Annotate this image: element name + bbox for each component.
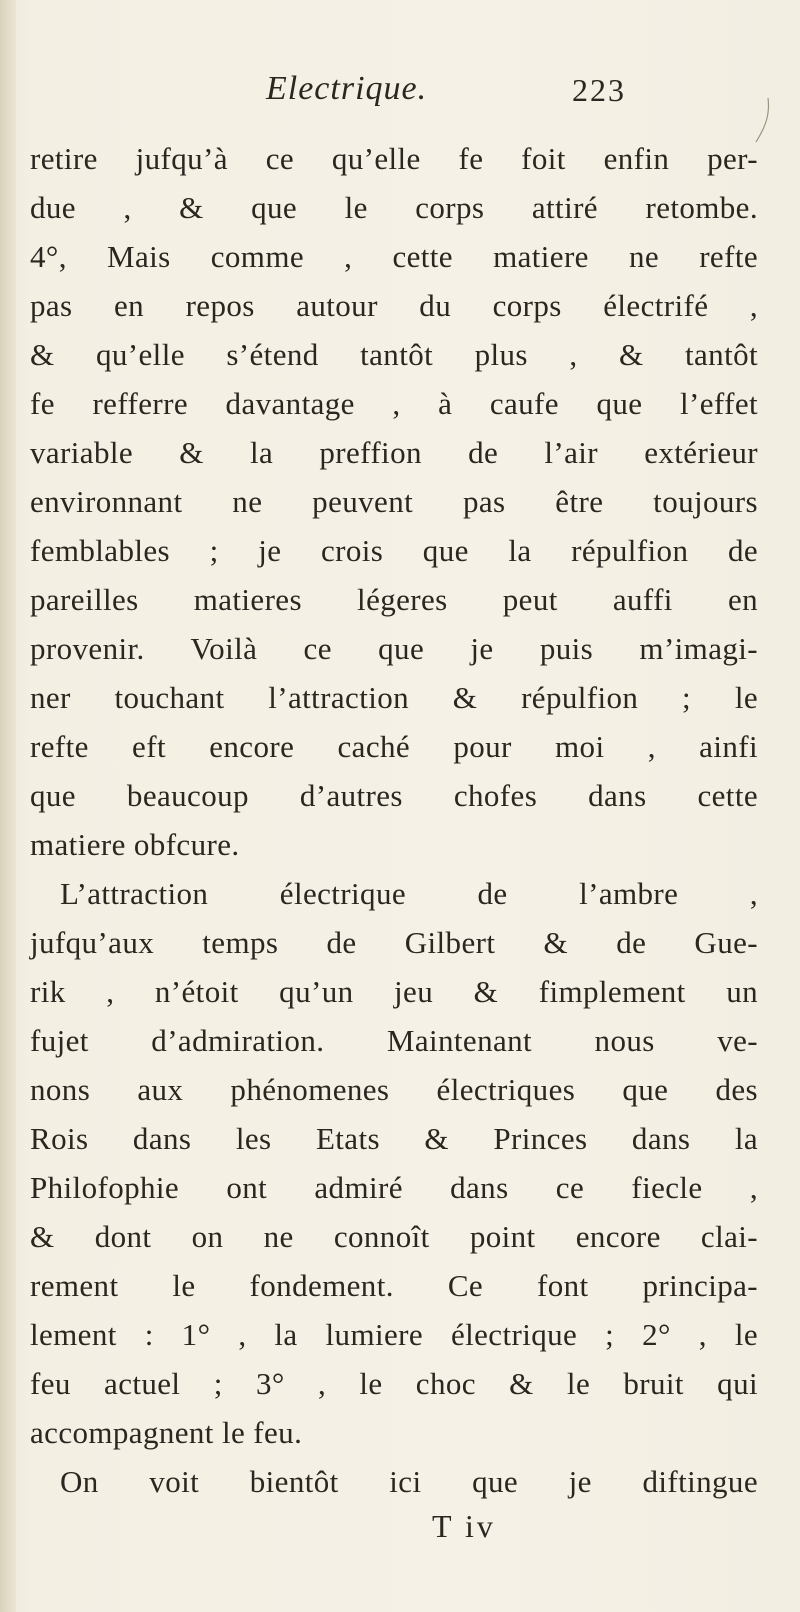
text-line: jufqu’aux temps de Gilbert & de Gue- — [30, 925, 758, 960]
body-text — [30, 134, 758, 1506]
text-line: 4°, Mais comme , cette matiere ne refte — [30, 239, 758, 274]
text-line: L’attraction électrique de l’ambre , — [60, 876, 758, 911]
page-number: 223 — [572, 72, 626, 108]
text-line: fe refferre davantage , à caufe que l’effet — [30, 386, 758, 421]
text-line: Rois dans les Etats & Princes dans la — [30, 1121, 758, 1156]
text-line: femblables ; je crois que la répulfion de — [30, 533, 758, 568]
text-line: lement : 1° , la lumiere électrique ; 2° , le — [30, 1317, 758, 1352]
text-line: environnant ne peuvent pas être toujours — [30, 484, 758, 519]
running-title: Electrique. — [266, 70, 428, 107]
page-header — [0, 70, 800, 116]
text-line: matiere obfcure. — [30, 827, 240, 862]
text-line: provenir. Voilà ce que je puis m’imagi- — [30, 631, 758, 666]
text-line: pas en repos autour du corps électrifé , — [30, 288, 758, 323]
text-line: nons aux phénomenes électriques que des — [30, 1072, 758, 1107]
text-line: variable & la preffion de l’air extérieur — [30, 435, 758, 470]
text-line: feu actuel ; 3° , le choc & le bruit qui — [30, 1366, 758, 1401]
text-line: & dont on ne connoît point encore clai- — [30, 1219, 758, 1254]
text-line: fujet d’admiration. Maintenant nous ve- — [30, 1023, 758, 1058]
text-line: rik , n’étoit qu’un jeu & fimplement un — [30, 974, 758, 1009]
text-line: due , & que le corps attiré retombe. — [30, 190, 758, 225]
signature-mark: T iv — [432, 1508, 496, 1544]
text-line: Philofophie ont admiré dans ce fiecle , — [30, 1170, 758, 1205]
text-line: rement le fondement. Ce font principa- — [30, 1268, 758, 1303]
text-line: accompagnent le feu. — [30, 1415, 303, 1450]
text-line: pareilles matieres légeres peut auffi en — [30, 582, 758, 617]
text-line: ner touchant l’attraction & répulfion ; le — [30, 680, 758, 715]
page-gutter-shadow — [0, 0, 16, 1612]
text-line: refte eft encore caché pour moi , ainfi — [30, 729, 758, 764]
text-line: que beaucoup d’autres chofes dans cette — [30, 778, 758, 813]
text-line: On voit bientôt ici que je diftingue — [60, 1464, 758, 1499]
text-line: & qu’elle s’étend tantôt plus , & tantôt — [30, 337, 758, 372]
text-line: retire jufqu’à ce qu’elle fe foit enfin per- — [30, 141, 758, 176]
